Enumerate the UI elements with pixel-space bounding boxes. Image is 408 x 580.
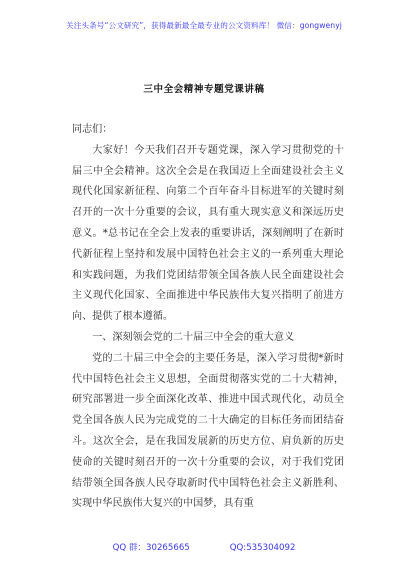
footer-qq-number: QQ:535304092	[229, 543, 296, 553]
salutation: 同志们：	[72, 124, 113, 135]
document-title: 三中全会精神专题党课讲稿	[143, 84, 265, 95]
section-heading: 一、深刻领会党的二十届三中全会的重大意义	[92, 331, 295, 343]
header-note: 关注头条号“公文研究”，获得最新最全最专业的公文资料库！ 微信：gongwenyj	[66, 21, 342, 30]
document-body	[72, 120, 344, 515]
paragraph: 党的二十届三中全会的主要任务是，深入学习贯彻*新时代中国特色社会主义思想，全面贯彻落实党的二十大精神，研究部署进一步全面深化改革、推进中国式现代化，动员全党全国各族人民为完成党的二十大确定的目标任务而团结奋斗。这次全会，是在我国发展新的历史方位、肩负新的历史使命的关键时刻召开的一次十分重要的会议，对于我们党团结带领全国各族人民夺取新时代中国特色社会主义新胜利、实现中华民族伟大复兴的中国梦，具有重	[72, 352, 344, 510]
paragraph: 大家好！今天我们召开专题党课，深入学习贯彻党的十届三中全会精神。这次全会是在我国迈上全面建设社会主义现代化国家新征程、向第二个百年奋斗目标进军的关键时刻召开的一次十分重要的会议，具有重大现实意义和深远历史意义。*总书记在全会上发表的重要讲话，深刻阐明了在新时代新征程上坚持和发展中国特色社会主义的一系列重大理论和实践问题，为我们党团结带领全国各族人民全面建设社会主义现代化国家、全面推进中华民族伟大复兴指明了前进方向、提供了根本遵循。	[72, 144, 344, 323]
footer-qq-group: QQ 群：30265665	[112, 543, 190, 553]
footer-contact	[0, 541, 408, 553]
